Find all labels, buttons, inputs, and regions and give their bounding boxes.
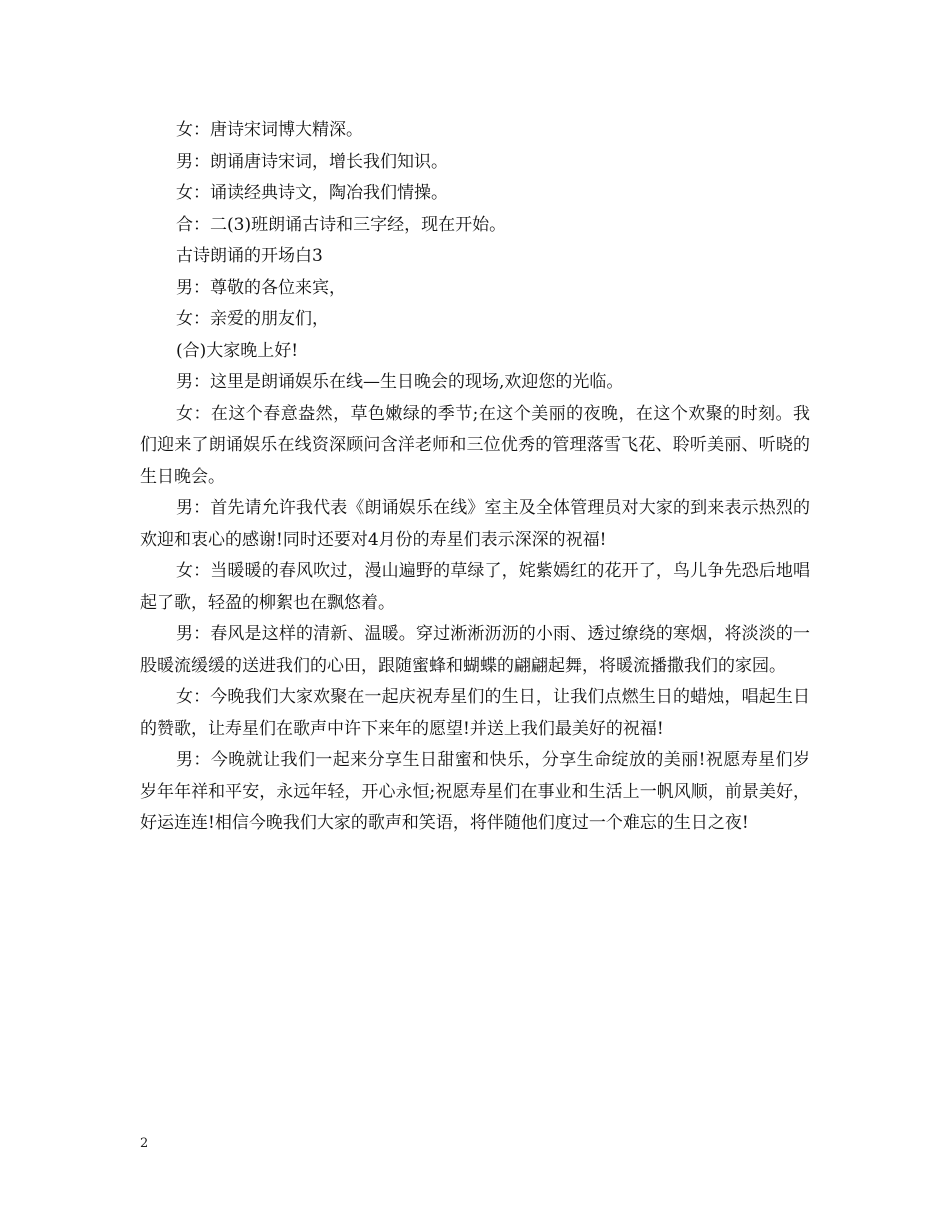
- paragraph: 男：朗诵唐诗宋词，增长我们知识。: [176, 151, 448, 172]
- paragraph: 男：首先请允许我代表《朗诵娱乐在线》室主及全体管理员对大家的到来表示热烈的欢迎和衷心的感谢!同时还要对4月份的寿星们表示深深的祝福!: [140, 498, 810, 550]
- paragraph: 男：这里是朗诵娱乐在线—生日晚会的现场,欢迎您的光临。: [176, 372, 624, 392]
- paragraph: 女：今晚我们大家欢聚在一起庆祝寿星们的生日，让我们点燃生日的蜡烛，唱起生日的赞歌，让寿星们在歌声中许下来年的愿望!并送上我们最美好的祝福!: [140, 687, 810, 739]
- paragraph: 女：诵读经典诗文，陶冶我们情操。: [176, 183, 448, 203]
- paragraph: 合：二(3)班朗诵古诗和三字经，现在开始。: [176, 214, 507, 235]
- paragraph: 男：今晚就让我们一起来分享生日甜蜜和快乐，分享生命绽放的美丽!祝愿寿星们岁岁年年祥和平安，永远年轻，开心永恒;祝愿寿星们在事业和生活上一帆风顺，前景美好，好运连连!相信今晚我们大家的歌声和笑语，将伴随他们度过一个难忘的生日之夜!: [140, 750, 810, 833]
- paragraph: 女：在这个春意盎然，草色嫩绿的季节;在这个美丽的夜晚，在这个欢聚的时刻。我们迎来了朗诵娱乐在线资深顾问含洋老师和三位优秀的管理落雪飞花、聆听美丽、听晓的生日晚会。: [140, 403, 810, 487]
- page-number: 2: [140, 1136, 149, 1151]
- paragraph: 女：亲爱的朋友们，: [176, 309, 329, 329]
- paragraph: 男：尊敬的各位来宾，: [176, 277, 346, 298]
- section-heading: 古诗朗诵的开场白3: [176, 246, 323, 266]
- paragraph: 男：春风是这样的清新、温暖。穿过淅淅沥沥的小雨、透过缭绕的寒烟，将淡淡的一股暖流缓缓的送进我们的心田，跟随蜜蜂和蝴蝶的翩翩起舞，将暖流播撒我们的家园。: [140, 624, 810, 676]
- paragraph: (合)大家晚上好!: [176, 340, 299, 361]
- document-body: [140, 115, 810, 840]
- paragraph: 女：当暖暖的春风吹过，漫山遍野的草绿了，姹紫嫣红的花开了，鸟儿争先恐后地唱起了歌，轻盈的柳絮也在飘悠着。: [140, 561, 810, 613]
- paragraph: 女：唐诗宋词博大精深。: [176, 120, 363, 140]
